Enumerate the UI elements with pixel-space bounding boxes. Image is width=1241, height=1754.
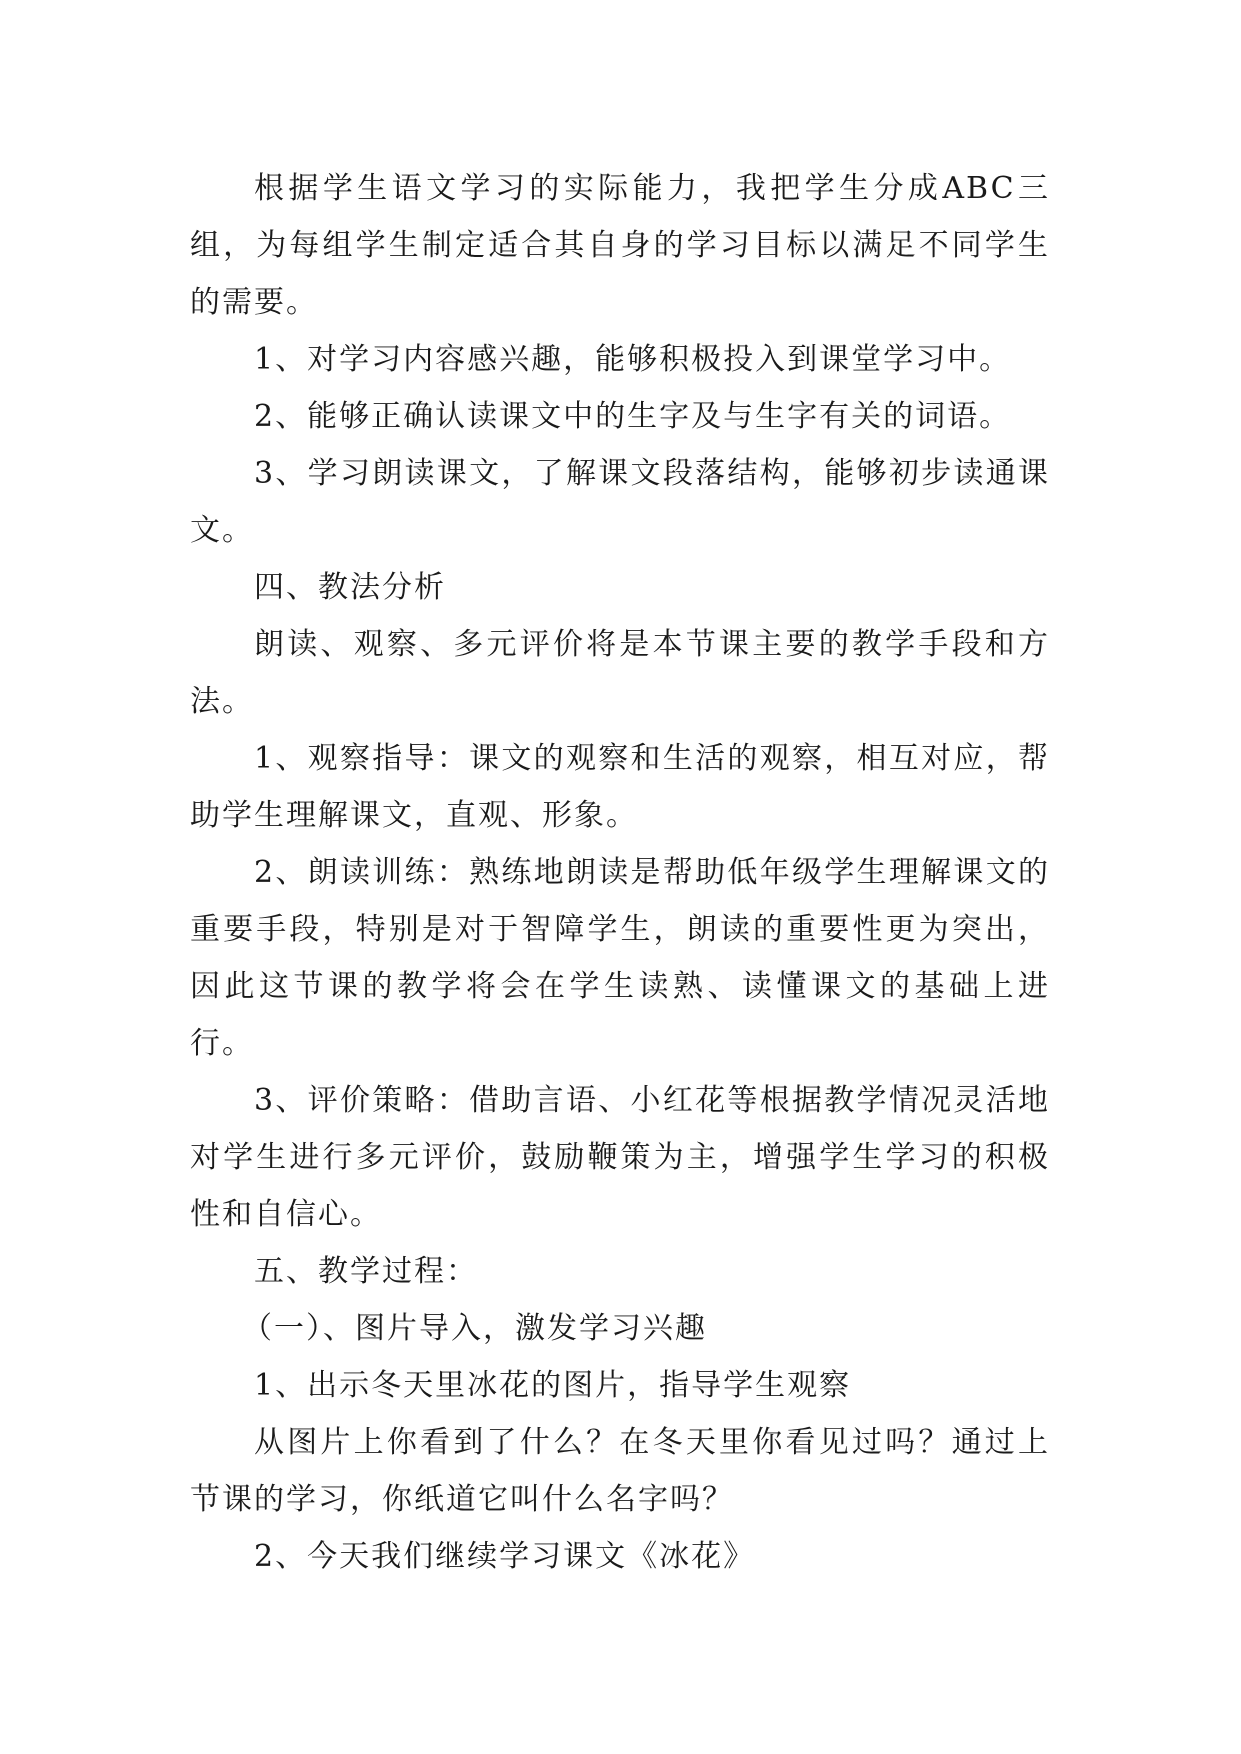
paragraph-method-summary: 朗读、观察、多元评价将是本节课主要的教学手段和方法。 <box>190 627 1050 719</box>
process-step-1: 1、出示冬天里冰花的图片，指导学生观察 <box>254 1368 852 1403</box>
method-item-observation: 1、观察指导：课文的观察和生活的观察，相互对应，帮助学生理解课文，直观、形象。 <box>190 741 1050 833</box>
subsection-heading-picture-intro: （一）、图片导入，激发学习兴趣 <box>242 1311 707 1346</box>
goal-item-1: 1、对学习内容感兴趣，能够积极投入到课堂学习中。 <box>254 342 1012 377</box>
section-heading-teaching-process: 五、教学过程： <box>254 1254 478 1289</box>
paragraph-grouping-intro: 根据学生语文学习的实际能力，我把学生分成ABC三组，为每组学生制定适合其自身的学习目标以满足不同学生的需要。 <box>190 171 1050 320</box>
section-heading-teaching-method: 四、教法分析 <box>254 570 446 605</box>
goal-item-2: 2、能够正确认读课文中的生字及与生字有关的词语。 <box>254 399 1012 434</box>
process-step-2: 2、今天我们继续学习课文《冰花》 <box>254 1539 756 1574</box>
method-item-evaluation: 3、评价策略：借助言语、小红花等根据教学情况灵活地对学生进行多元评价，鼓励鞭策为主，增强学生学习的积极性和自信心。 <box>190 1083 1050 1232</box>
document-body <box>190 160 1050 1585</box>
method-item-reading: 2、朗读训练：熟练地朗读是帮助低年级学生理解课文的重要手段，特别是对于智障学生，朗读的重要性更为突出，因此这节课的教学将会在学生读熟、读懂课文的基础上进行。 <box>190 855 1050 1061</box>
process-questions: 从图片上你看到了什么？在冬天里你看见过吗？通过上节课的学习，你纸道它叫什么名字吗？ <box>190 1425 1050 1517</box>
goal-item-3: 3、学习朗读课文，了解课文段落结构，能够初步读通课文。 <box>190 456 1050 548</box>
